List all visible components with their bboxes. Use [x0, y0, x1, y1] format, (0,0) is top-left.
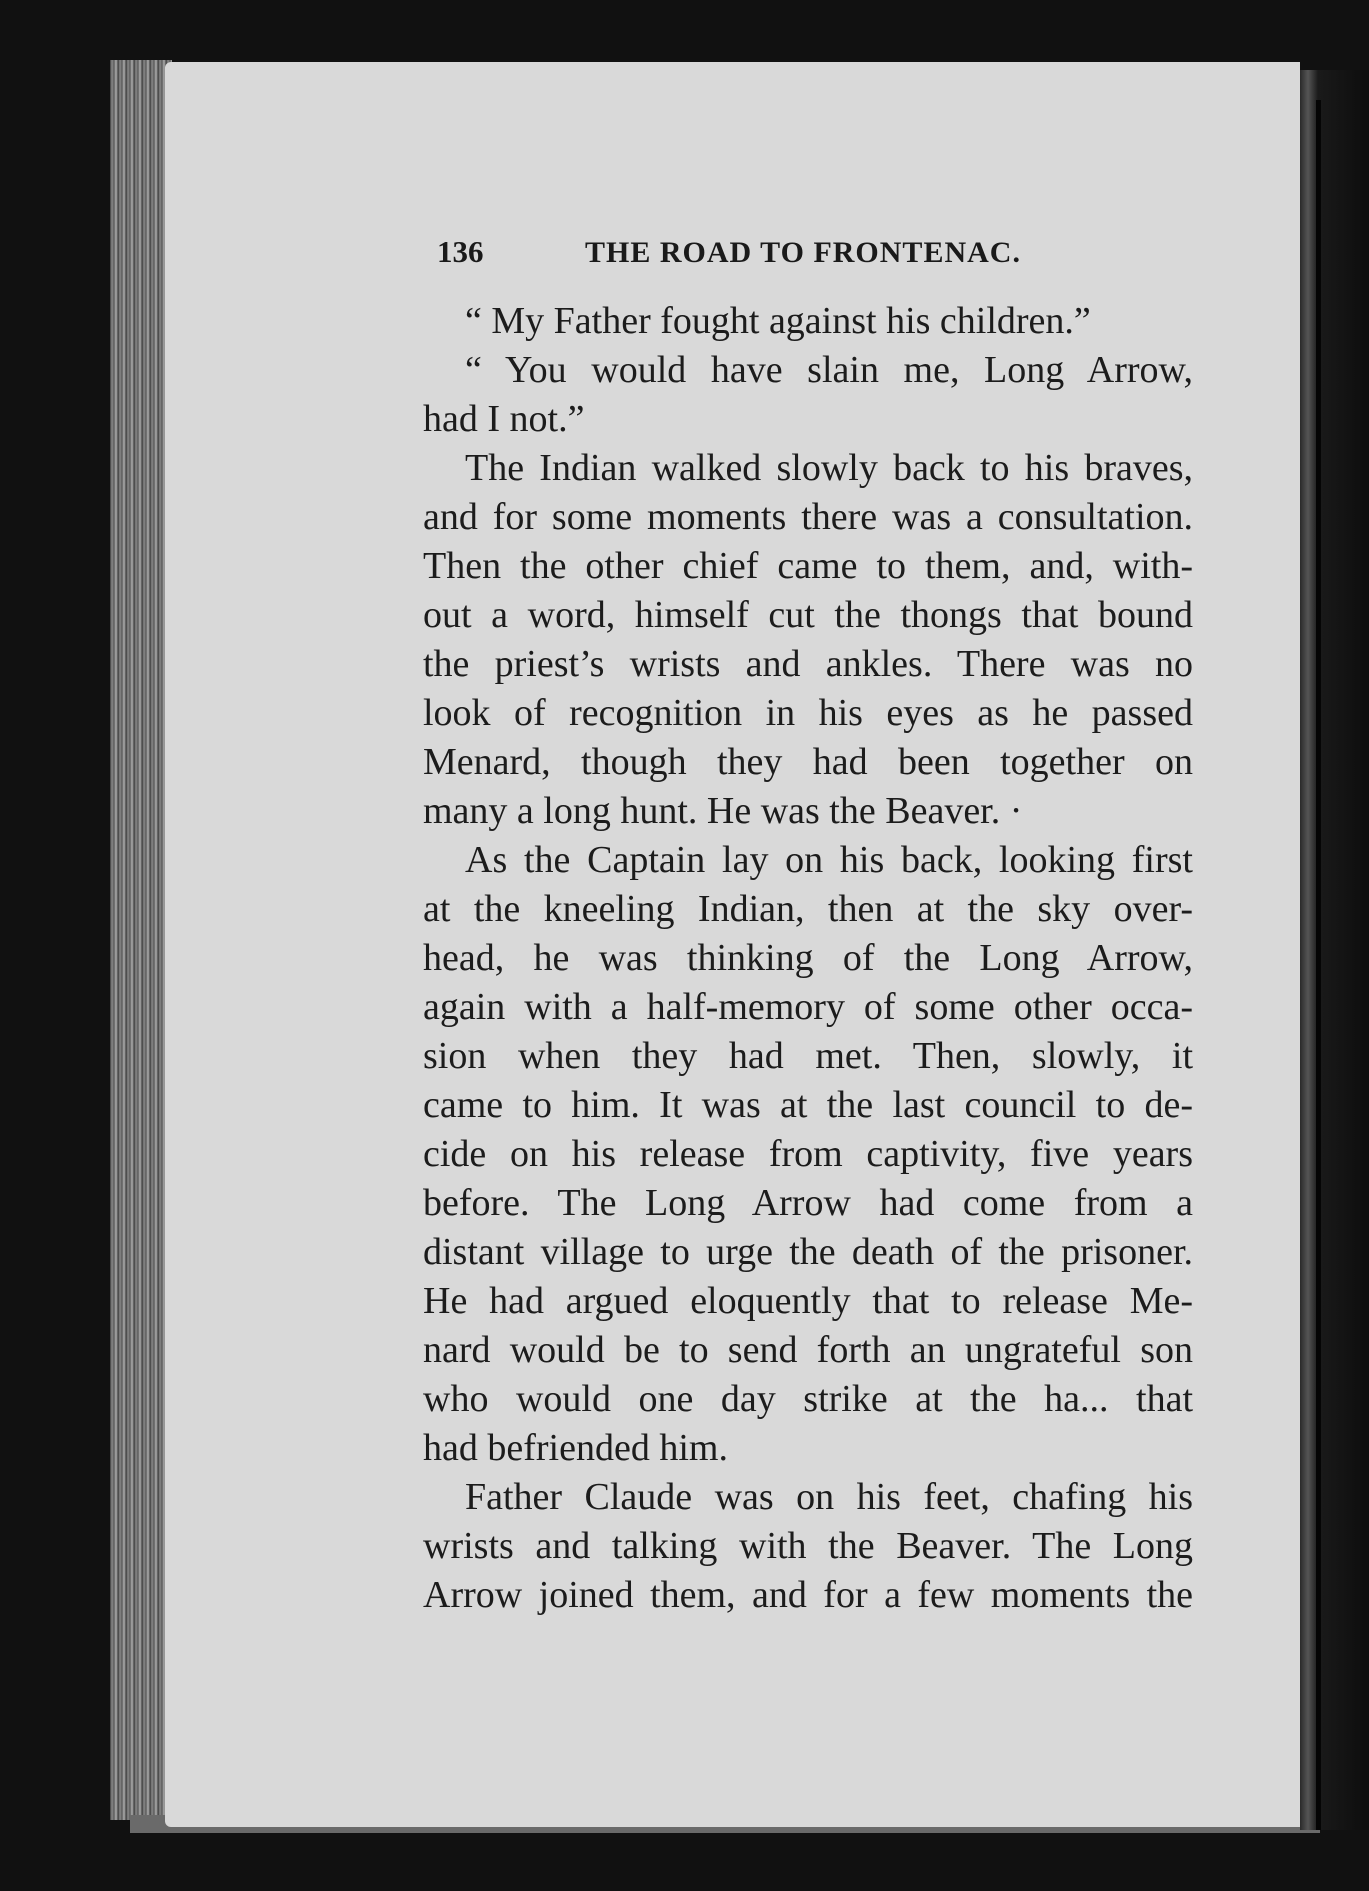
- text-line: Arrow joined them, and for a few moments the: [423, 1574, 1193, 1616]
- text-line: Father Claude was on his feet, chafing his: [465, 1476, 1193, 1518]
- text-line: had I not.”: [423, 398, 585, 440]
- text-line: the priest’s wrists and ankles. There was no: [423, 643, 1193, 685]
- text-line: The Indian walked slowly back to his braves,: [465, 447, 1193, 489]
- text-line: came to him. It was at the last council to de-: [423, 1084, 1193, 1126]
- text-line: who would one day strike at the ha... that: [423, 1378, 1193, 1420]
- text-line: distant village to urge the death of the prisoner.: [423, 1231, 1193, 1273]
- page-stack-edges: [110, 60, 172, 1820]
- text-line: at the kneeling Indian, then at the sky over-: [423, 888, 1193, 930]
- text-line: He had argued eloquently that to release Me-: [423, 1280, 1193, 1322]
- text-line: before. The Long Arrow had come from a: [423, 1182, 1193, 1224]
- text-line: head, he was thinking of the Long Arrow,: [423, 937, 1193, 979]
- text-line: “ You would have slain me, Long Arrow,: [465, 349, 1193, 391]
- body-text: [423, 297, 1193, 1620]
- text-line: look of recognition in his eyes as he passed: [423, 692, 1193, 734]
- running-title: THE ROAD TO FRONTENAC.: [585, 236, 1021, 269]
- text-line: sion when they had met. Then, slowly, it: [423, 1035, 1193, 1077]
- page-header: [437, 234, 1237, 284]
- text-line: and for some moments there was a consultation.: [423, 496, 1193, 538]
- text-line: As the Captain lay on his back, looking first: [465, 839, 1193, 881]
- text-line: nard would be to send forth an ungrateful son: [423, 1329, 1193, 1371]
- text-line: Menard, though they had been together on: [423, 741, 1193, 783]
- book-gutter: [1316, 100, 1321, 1830]
- text-line: Then the other chief came to them, and, with-: [423, 545, 1193, 587]
- text-line: many a long hunt. He was the Beaver. ·: [423, 790, 1023, 832]
- text-line: out a word, himself cut the thongs that bound: [423, 594, 1193, 636]
- facing-page-edge: [1300, 70, 1369, 1830]
- text-line: again with a half-memory of some other occa-: [423, 986, 1193, 1028]
- text-line: “ My Father fought against his children.”: [465, 300, 1091, 342]
- page-number: 136: [437, 234, 484, 269]
- text-line: wrists and talking with the Beaver. The Long: [423, 1525, 1193, 1567]
- text-line: cide on his release from captivity, five years: [423, 1133, 1193, 1175]
- text-line: had befriended him.: [423, 1427, 728, 1469]
